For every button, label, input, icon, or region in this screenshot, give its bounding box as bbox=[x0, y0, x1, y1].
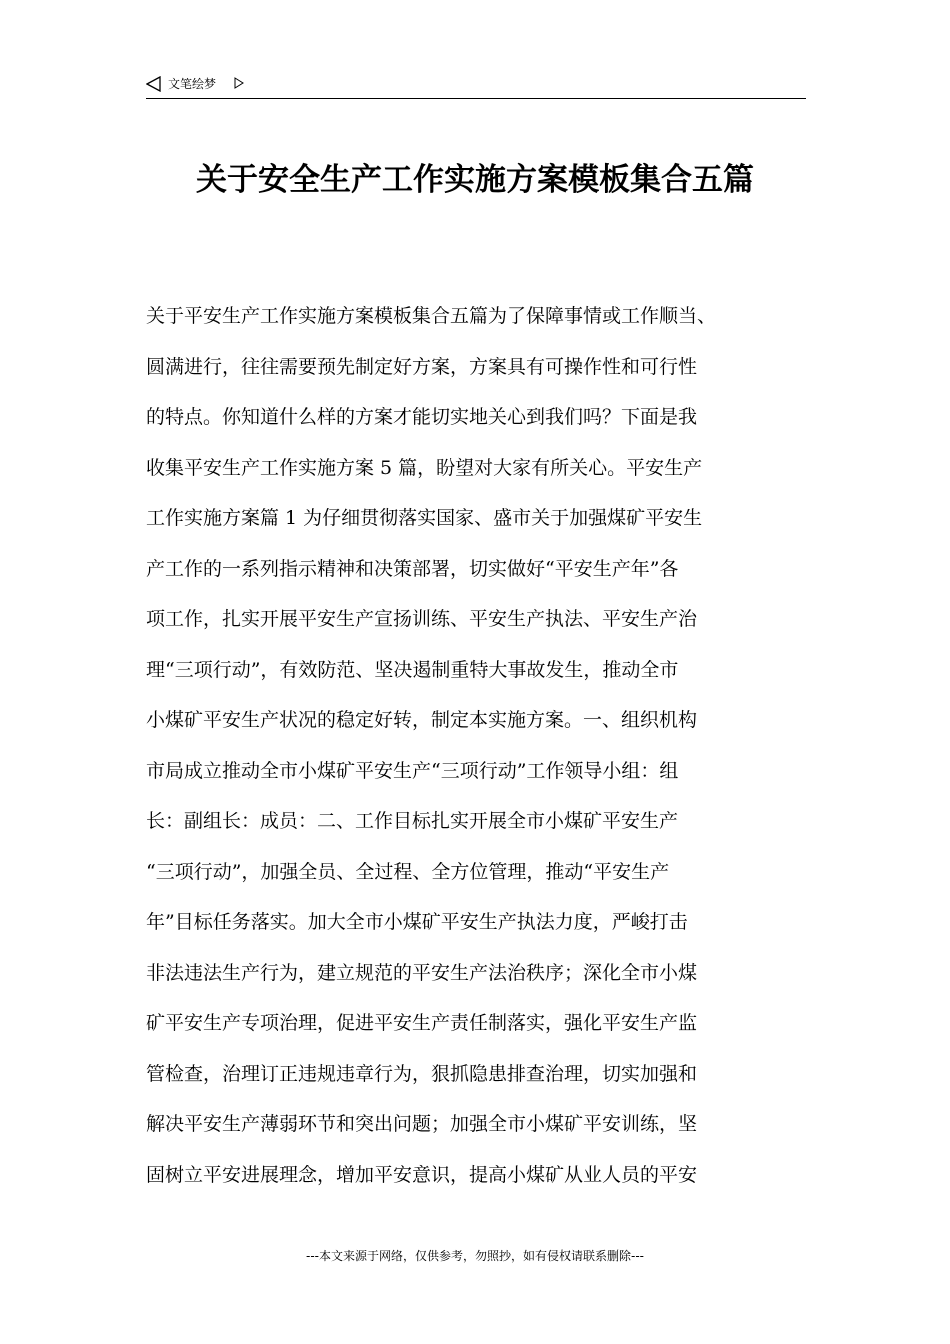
body-line: 管检查，治理订正违规违章行为，狠抓隐患排查治理，切实加强和 bbox=[146, 1062, 698, 1085]
body-line: 的特点。你知道什么样的方案才能切实地关心到我们吗？下面是我 bbox=[146, 406, 698, 428]
body-line: 市局成立推动全市小煤矿平安生产“三项行动”工作领导小组：组 bbox=[146, 759, 679, 782]
body-line: 非法违法生产行为，建立规范的平安生产法治秩序；深化全市小煤 bbox=[146, 961, 698, 984]
document-title: 关于安全生产工作实施方案模板集合五篇 bbox=[196, 162, 754, 198]
body-line: 产工作的一系列指示精神和决策部署，切实做好“平安生产年”各 bbox=[146, 557, 679, 580]
body-line: 理“三项行动”，有效防范、坚决遏制重特大事故发生，推动全市 bbox=[146, 658, 679, 681]
header-brand: 文笔绘梦 bbox=[168, 77, 217, 91]
body-line: 工作实施方案篇 1 为仔细贯彻落实国家、盛市关于加强煤矿平安生 bbox=[146, 507, 703, 529]
body-line: 年”目标任务落实。加大全市小煤矿平安生产执法力度，严峻打击 bbox=[146, 911, 688, 933]
body-line: “三项行动”，加强全员、全过程、全方位管理，推动“平安生产 bbox=[146, 860, 670, 883]
body-line: 矿平安生产专项治理，促进平安生产责任制落实，强化平安生产监 bbox=[146, 1012, 698, 1034]
body-line: 项工作，扎实开展平安生产宣扬训练、平安生产执法、平安生产治 bbox=[146, 608, 698, 630]
page-footer: ---本文来源于网络，仅供参考，勿照抄，如有侵权请联系删除--- bbox=[306, 1249, 644, 1263]
document-body bbox=[146, 291, 836, 1200]
triangle-left-outline-icon bbox=[146, 76, 162, 92]
body-line: 圆满进行，往往需要预先制定好方案，方案具有可操作性和可行性 bbox=[146, 355, 698, 378]
body-line: 收集平安生产工作实施方案 5 篇，盼望对大家有所关心。平安生产 bbox=[146, 456, 703, 479]
body-line: 长：副组长：成员：二、工作目标扎实开展全市小煤矿平安生产 bbox=[146, 810, 679, 832]
body-line: 解决平安生产薄弱环节和突出问题；加强全市小煤矿平安训练，坚 bbox=[146, 1113, 698, 1135]
body-line: 小煤矿平安生产状况的稳定好转，制定本实施方案。一、组织机构 bbox=[146, 709, 698, 731]
body-line: 固树立平安进展理念，增加平安意识，提高小煤矿从业人员的平安 bbox=[146, 1163, 698, 1186]
triangle-right-outline-icon bbox=[234, 77, 244, 89]
page-header bbox=[146, 74, 806, 99]
body-line: 关于平安生产工作实施方案模板集合五篇为了保障事情或工作顺当、 bbox=[146, 305, 717, 327]
